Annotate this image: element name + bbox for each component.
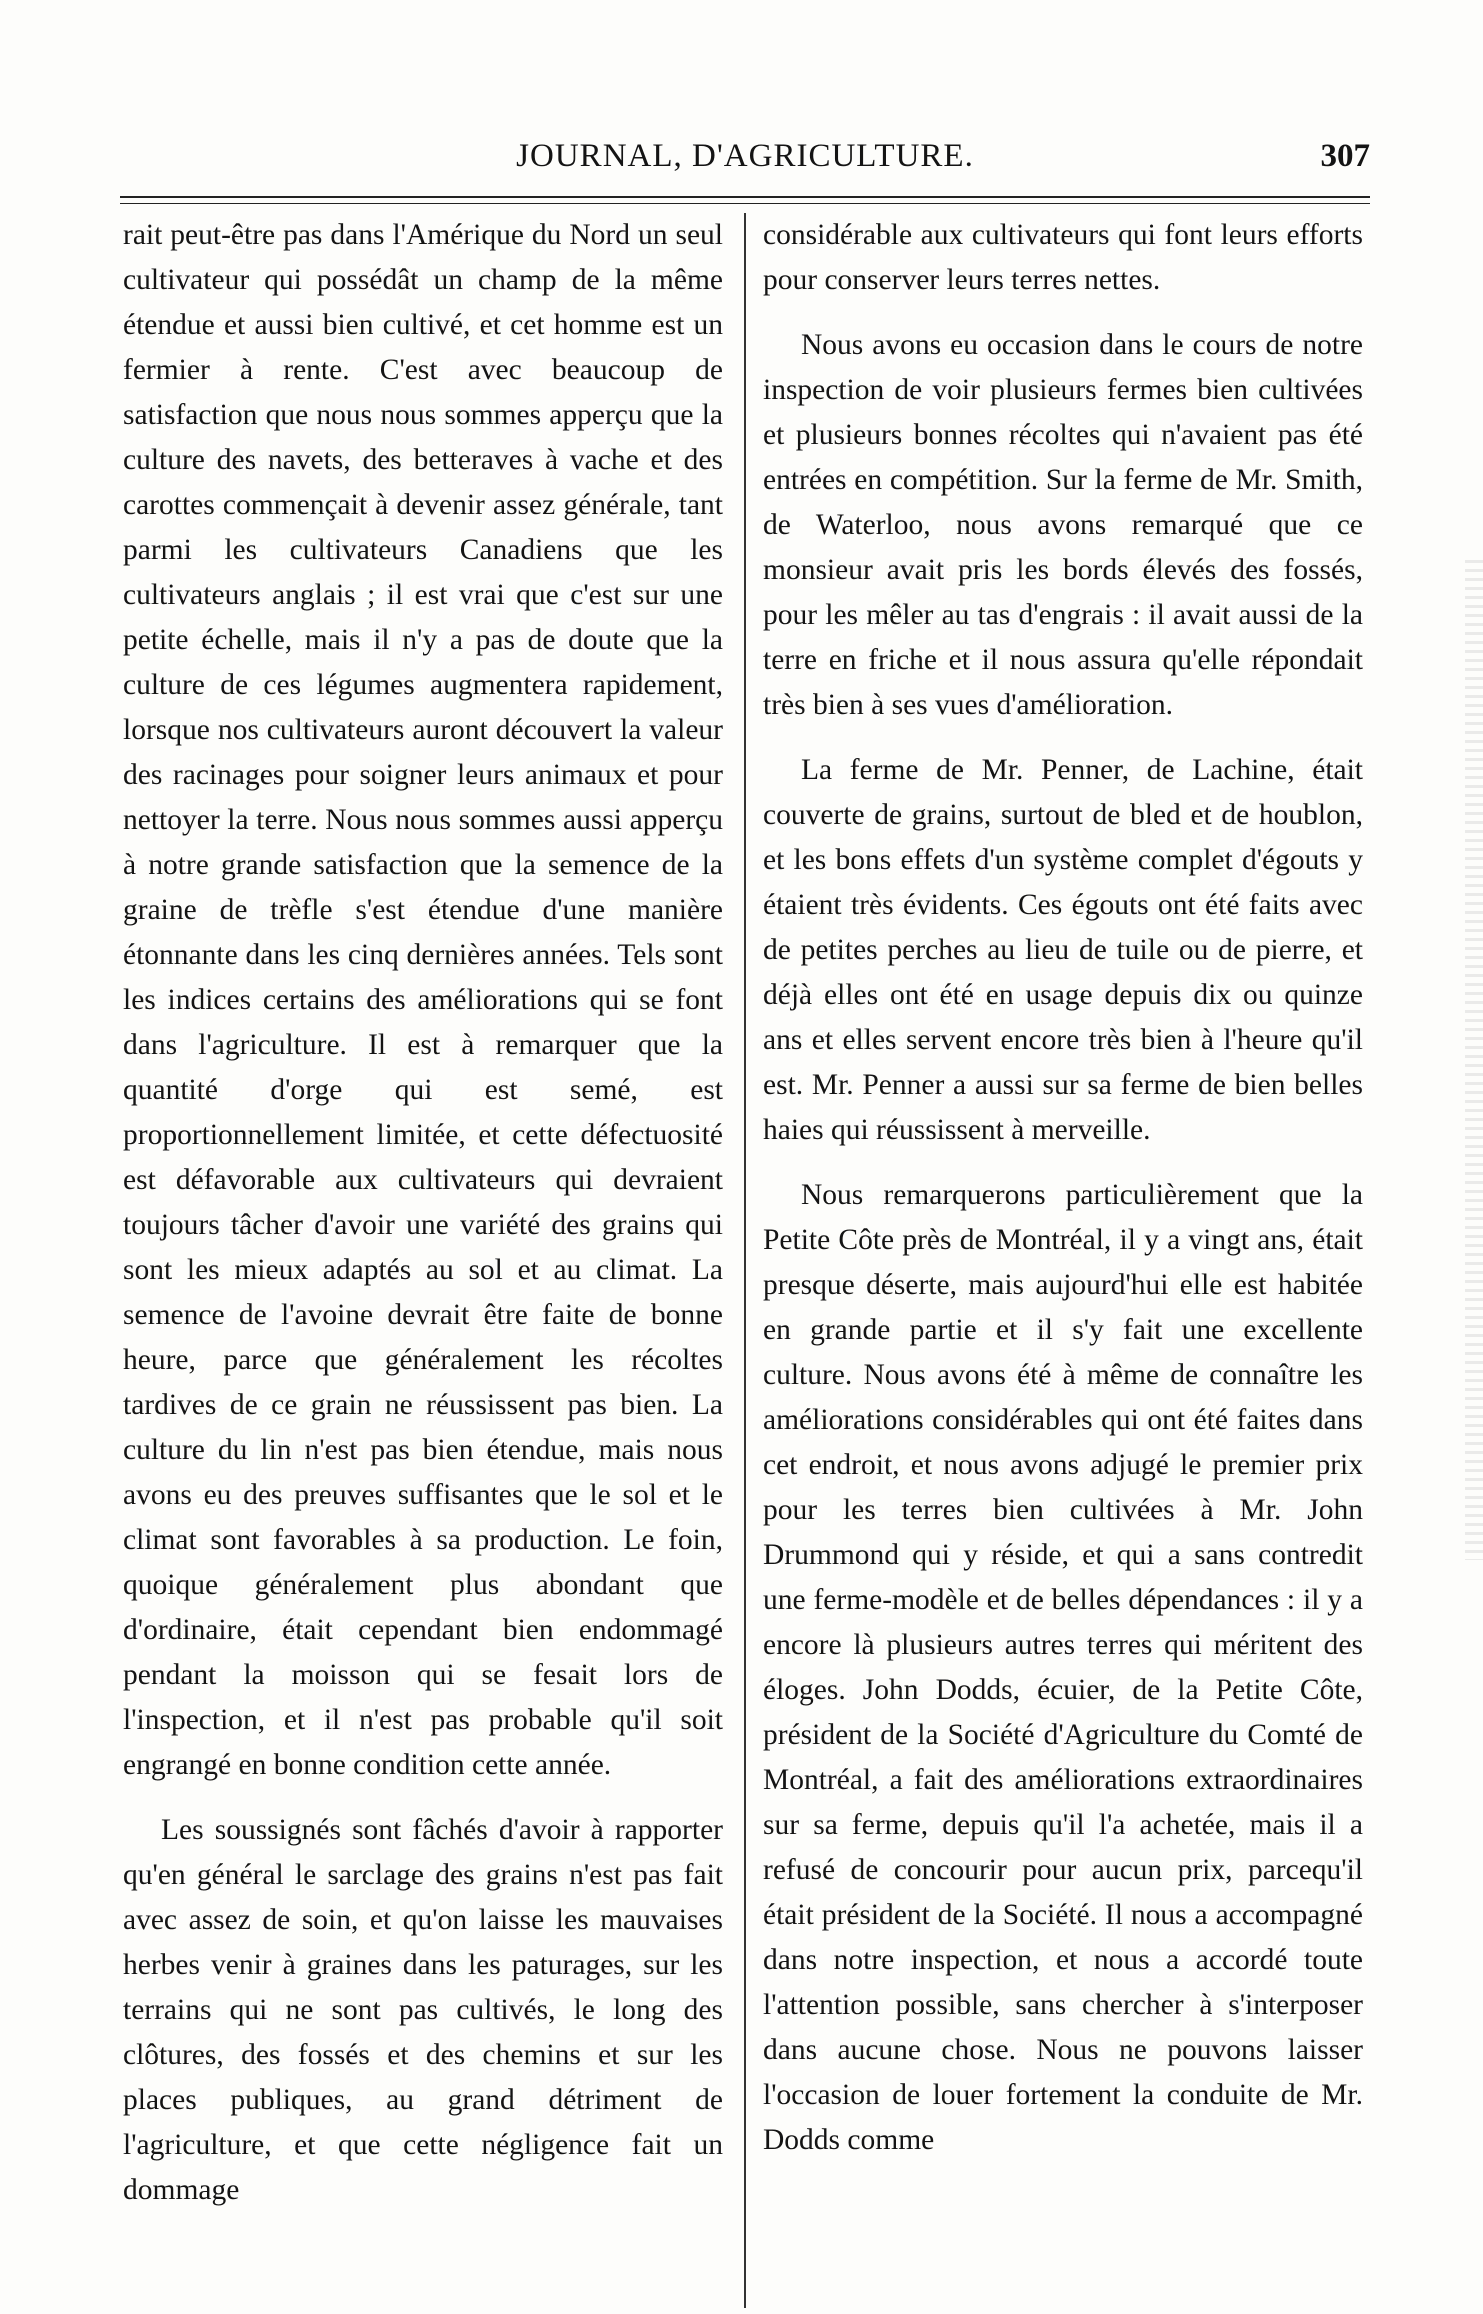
- paragraph: considérable aux cultivateurs qui font leurs efforts pour conserver leurs terres nettes.: [763, 219, 1363, 296]
- paragraph: rait peut-être pas dans l'Amérique du Nord un seul cultivateur qui possédât un champ de la même étendue et aussi bien cultivé, et cet homme est un fermier à rente. C'est avec beaucoup de satisfaction que nous nous sommes apperçu que la culture des navets, des betteraves à vache et des carottes commençait à devenir assez générale, tant parmi les cultivateurs Canadiens que les cultivateurs anglais ; il est vrai que c'est sur une petite échelle, mais il n'y a pas de doute que la culture de ces légumes augmentera rapidement, lorsque nos cultivateurs auront découvert la valeur des racinages pour soigner leurs animaux et pour nettoyer la terre. Nous nous sommes aussi apperçu à notre grande satisfaction que la semence de la graine de trèfle s'est étendue d'une manière étonnante dans les cinq dernières années. Tels sont les indices certains des améliorations qui se font dans l'agriculture. Il est à remarquer que la quantité d'orge qui est semé, est proportionnellement limitée, et cette défectuosité est défavorable aux cultivateurs qui devraient toujours tâcher d'avoir une variété des grains qui sont les mieux adaptés au sol et au climat. La semence de l'avoine devrait être faite de bonne heure, parce que généralement les récoltes tardives de ce grain ne réussissent pas bien. La culture du lin n'est pas bien étendue, mais nous avons eu des preuves suffisantes que le sol et le climat sont favorables à sa production. Le foin, quoique généralement plus abondant que d'ordinaire, était cependant bien endommagé pendant la moisson qui se fesait lors de l'inspection, et il n'est pas probable qu'il soit engrangé en bonne condition cette année.: [123, 219, 723, 1781]
- header-rule-thick: [120, 196, 1370, 198]
- header-rule-thin: [120, 203, 1370, 204]
- running-title: JOURNAL, D'AGRICULTURE.: [516, 138, 974, 174]
- left-column: [123, 213, 723, 2233]
- page-number: 307: [1320, 138, 1370, 174]
- paragraph: Nous remarquerons particulièrement que la Petite Côte près de Montréal, il y a vingt ans, était presque déserte, mais aujourd'hui elle est habitée en grande partie et il s'y fait une excellente culture. Nous avons été à même de connaître les améliorations considérables qui ont été faites dans cet endroit, et nous avons adjugé le premier prix pour les terres bien cultivées à Mr. John Drummond qui y réside, et qui a sans contredit une ferme-modèle et de belles dépendances : il y a encore là plusieurs autres terres qui méritent des éloges. John Dodds, écuier, de la Petite Côte, président de la Société d'Agriculture du Comté de Montréal, a fait des améliorations extraordinaires sur sa ferme, depuis qu'il l'a achetée, mais il a refusé de concourir pour aucun prix, parcequ'il était président de la Société. Il nous a accompagné dans notre inspection, et nous a accordé toute l'attention possible, sans chercher à s'interposer dans aucune chose. Nous ne pouvons laisser l'occasion de louer fortement la conduite de Mr. Dodds comme: [763, 1179, 1363, 2156]
- right-column: [763, 213, 1363, 2183]
- page-header: [120, 138, 1370, 198]
- scan-edge-artifact: [1465, 560, 1483, 1560]
- paragraph: Nous avons eu occasion dans le cours de notre inspection de voir plusieurs fermes bien cultivées et plusieurs bonnes récoltes qui n'avaient pas été entrées en compétition. Sur la ferme de Mr. Smith, de Waterloo, nous avons remarqué que ce monsieur avait pris les bords élevés des fossés, pour les mêler au tas d'engrais : il avait aussi de la terre en friche et il nous assura qu'elle répondait très bien à ses vues d'amélioration.: [763, 329, 1363, 721]
- paragraph: La ferme de Mr. Penner, de Lachine, était couverte de grains, surtout de bled et de houblon, et les bons effets d'un système complet d'égouts y étaient très évidents. Ces égouts ont été faits avec de petites perches au lieu de tuile ou de pierre, et déjà elles ont été en usage depuis dix ou quinze ans et elles servent encore très bien à l'heure qu'il est. Mr. Penner a aussi sur sa ferme de bien belles haies qui réussissent à merveille.: [763, 754, 1363, 1146]
- column-divider: [744, 213, 746, 2308]
- paragraph: Les soussignés sont fâchés d'avoir à rapporter qu'en général le sarclage des grains n'est pas fait avec assez de soin, et qu'on laisse les mauvaises herbes venir à graines dans les paturages, sur les terrains qui ne sont pas cultivés, le long des clôtures, des fossés et des chemins et sur les places publiques, au grand détriment de l'agriculture, et que cette négligence fait un dommage: [123, 1814, 723, 2206]
